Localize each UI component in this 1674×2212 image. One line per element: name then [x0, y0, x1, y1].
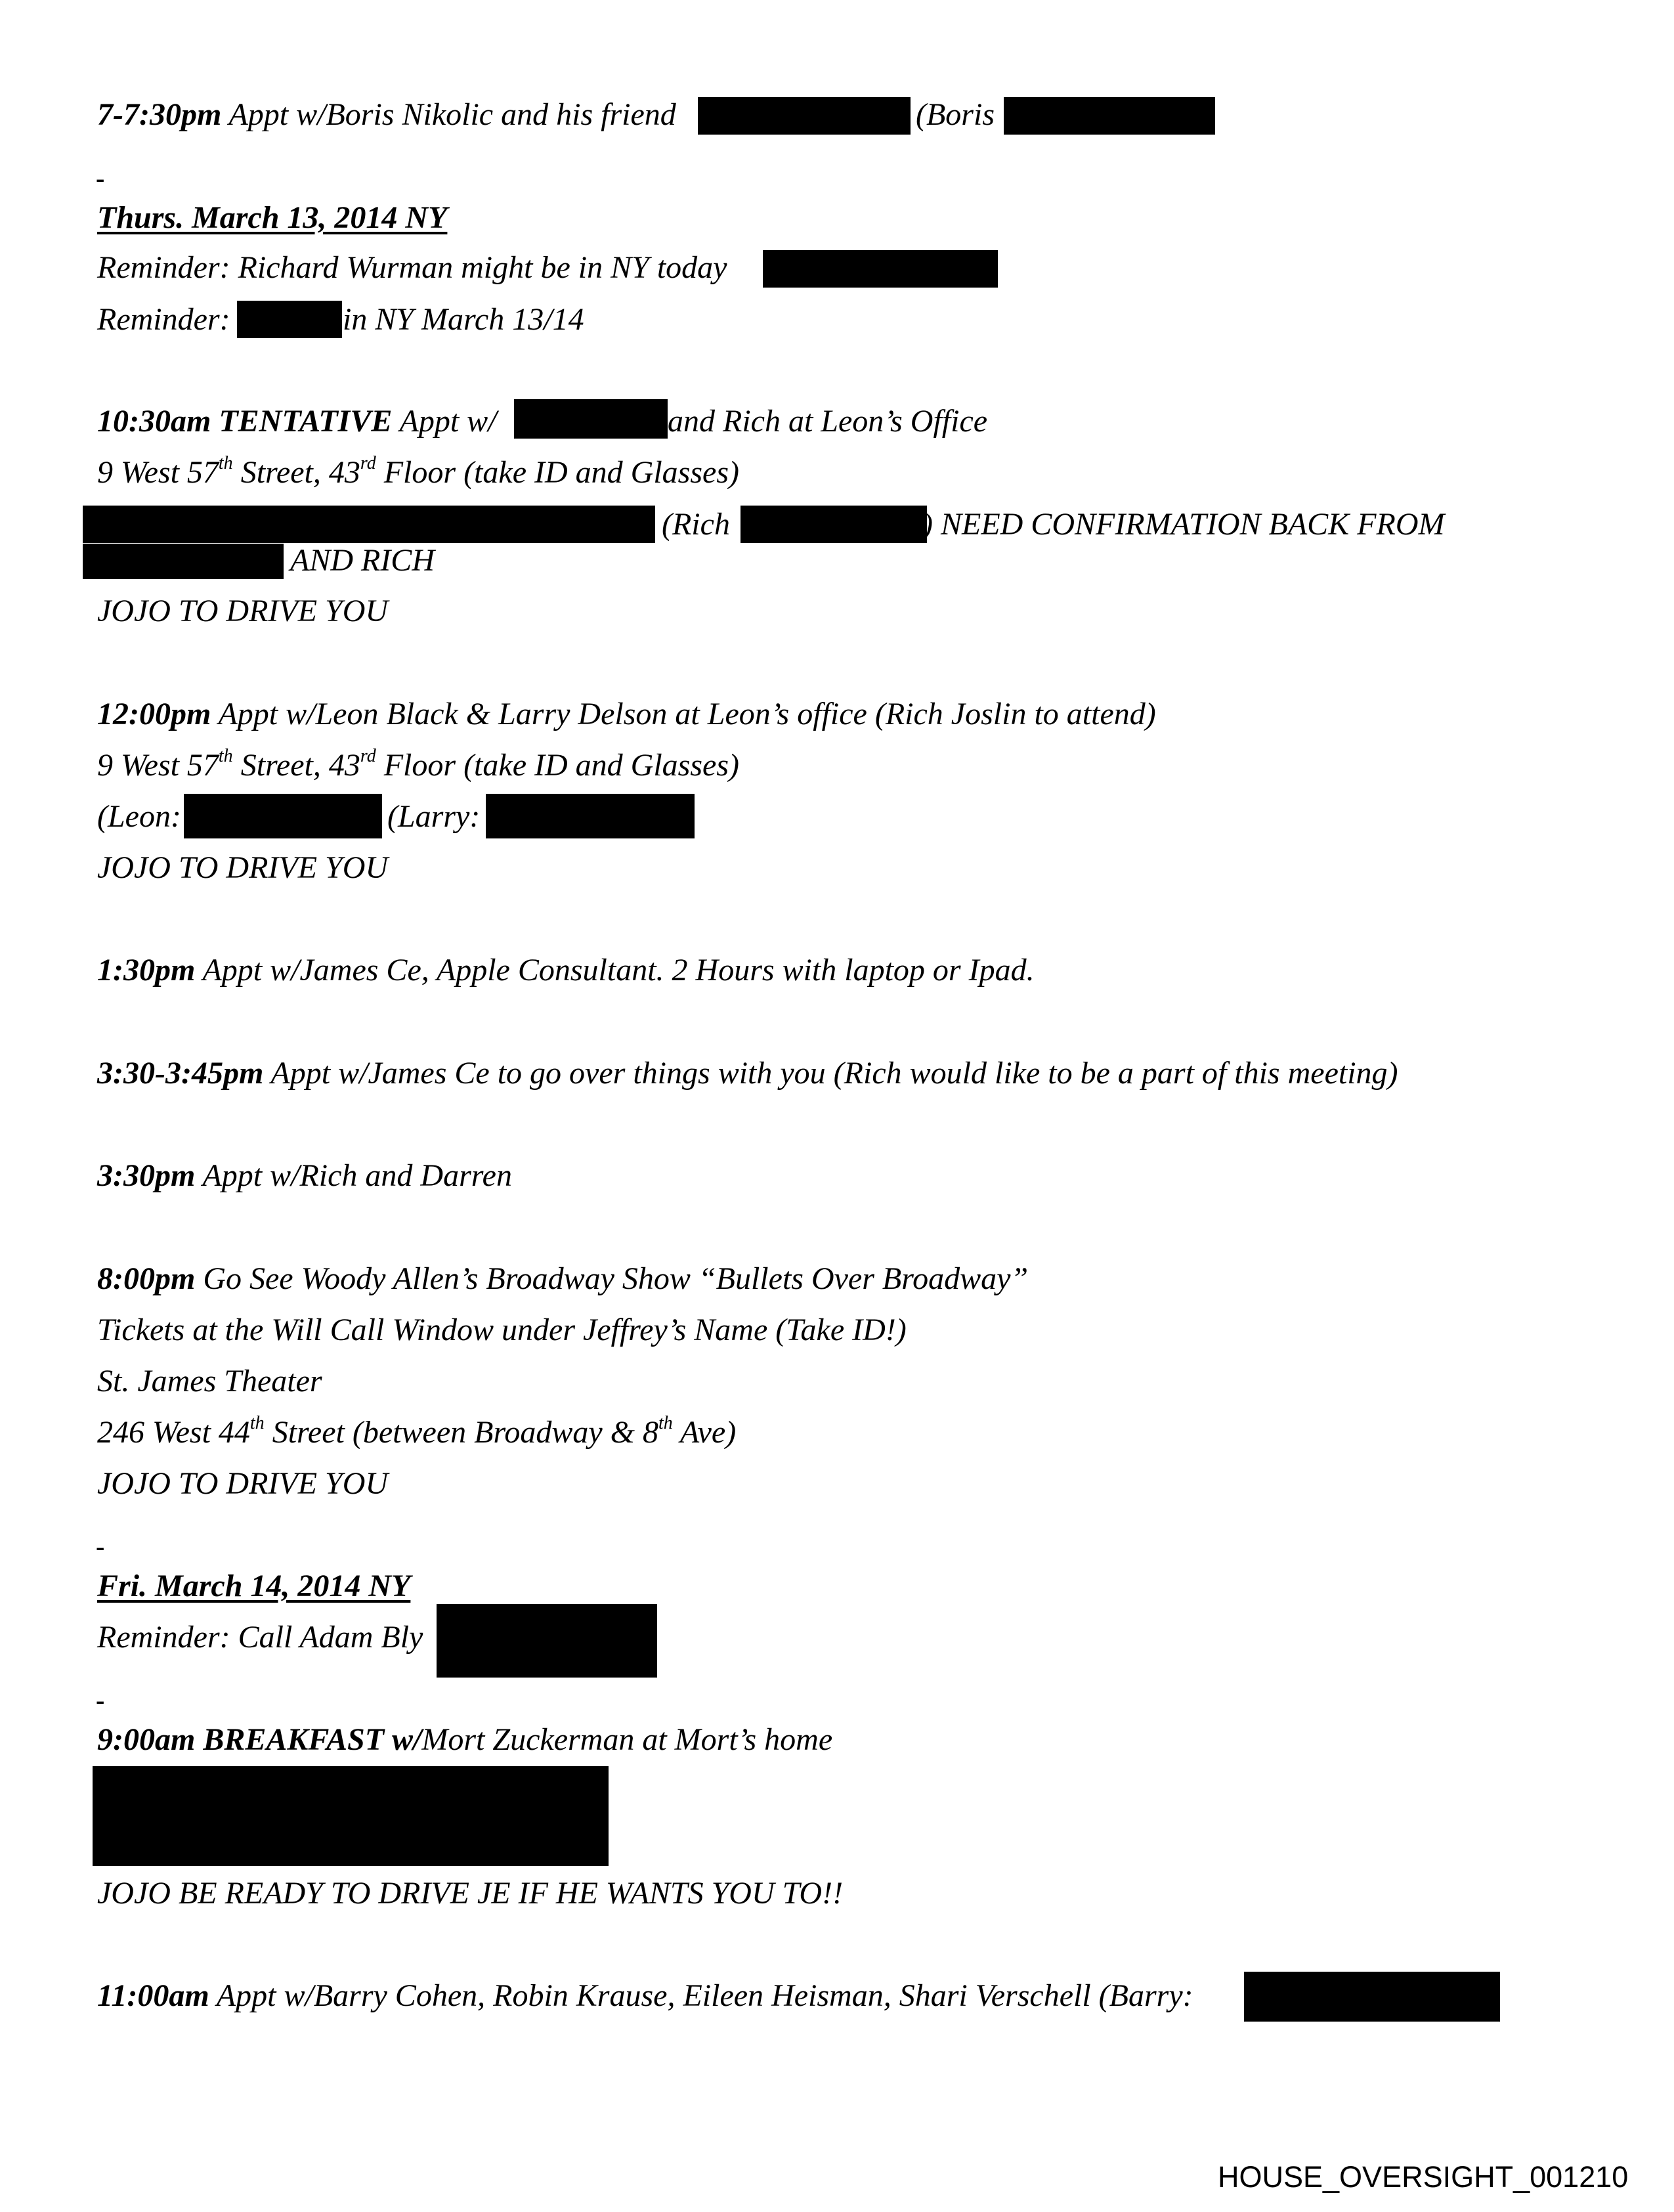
address-part: Street, 43	[232, 455, 360, 490]
address-part: Street, 43	[232, 748, 360, 783]
appointment-time: 3:30pm	[97, 1158, 196, 1193]
address-line	[97, 454, 739, 491]
reminder-line-continued: in NY March 13/14	[343, 302, 584, 337]
ordinal-suffix: th	[249, 1413, 265, 1433]
appointment-line	[97, 1158, 512, 1194]
ordinal-suffix: th	[658, 1413, 673, 1433]
ordinal-suffix: rd	[360, 746, 376, 766]
appointment-text: Appt w/James Ce, Apple Consultant. 2 Hours with laptop or Ipad.	[195, 953, 1035, 987]
address-line	[97, 1414, 736, 1451]
appointment-text: Go See Woody Allen’s Broadway Show “Bullets Over Broadway”	[195, 1261, 1029, 1296]
confirmation-note-continued: AND RICH	[290, 543, 435, 578]
appointment-line	[97, 696, 1156, 733]
confirmation-note: ) NEED CONFIRMATION BACK FROM	[922, 507, 1445, 542]
appointment-line	[97, 1055, 1398, 1092]
redaction-box	[83, 506, 655, 543]
appointment-text: Appt w/Rich and Darren	[195, 1158, 512, 1193]
appointment-time: 7-7:30pm	[97, 97, 222, 132]
address-part: Ave)	[672, 1415, 737, 1450]
reminder-line: Reminder: Richard Wurman might be in NY today	[97, 250, 727, 285]
address-part: Street (between Broadway & 8	[264, 1415, 658, 1450]
appointment-text: Appt w/	[392, 404, 497, 439]
appointment-line	[97, 1261, 1028, 1297]
address-part: 246 West 44	[97, 1415, 250, 1450]
appointment-time: 10:30am TENTATIVE	[97, 404, 393, 439]
redaction-box	[1004, 97, 1215, 135]
ordinal-suffix: rd	[360, 453, 376, 473]
appointment-text-continued: and Rich at Leon’s Office	[668, 404, 988, 439]
driver-note: JOJO BE READY TO DRIVE JE IF HE WANTS YOU TO!!	[97, 1876, 844, 1911]
appointment-line	[97, 1978, 1193, 2014]
ordinal-suffix: th	[218, 746, 233, 766]
contact-line: (Rich	[662, 507, 730, 542]
separator-dash: -	[96, 163, 105, 193]
redaction-box	[740, 506, 927, 543]
appointment-time: 8:00pm	[97, 1261, 196, 1296]
address-part: Floor (take ID and Glasses)	[376, 455, 739, 490]
contact-label: (Larry:	[387, 799, 481, 834]
appointment-text: Appt w/Barry Cohen, Robin Krause, Eileen Heisman, Shari Verschell (Barry:	[209, 1978, 1193, 2013]
appointment-time: 3:30-3:45pm	[97, 1056, 264, 1091]
redaction-box	[763, 250, 998, 288]
separator-dash: -	[96, 1532, 105, 1561]
redaction-box	[437, 1604, 657, 1678]
driver-note: JOJO TO DRIVE YOU	[97, 850, 389, 885]
address-part: Floor (take ID and Glasses)	[376, 748, 739, 783]
appointment-time: 12:00pm	[97, 697, 211, 731]
contact-label: (Leon:	[97, 799, 181, 834]
appointment-text: Appt w/Leon Black & Larry Delson at Leon’s office (Rich Joslin to attend)	[211, 697, 1156, 731]
redaction-box	[184, 794, 382, 838]
appointment-time: 9:00am BREAKFAST w/	[97, 1722, 422, 1757]
separator-dash: -	[96, 1685, 105, 1715]
redaction-box	[1244, 1972, 1500, 2022]
driver-note: JOJO TO DRIVE YOU	[97, 1466, 389, 1501]
bates-number: HOUSE_OVERSIGHT_001210	[1218, 2160, 1629, 2194]
date-heading: Fri. March 14, 2014 NY	[97, 1569, 411, 1603]
ordinal-suffix: th	[218, 453, 233, 473]
redaction-box	[93, 1766, 609, 1866]
ticket-note: Tickets at the Will Call Window under Jeffrey’s Name (Take ID!)	[97, 1312, 907, 1347]
redaction-box	[83, 544, 284, 579]
address-part: 9 West 57	[97, 748, 219, 783]
appointment-line	[97, 403, 497, 440]
reminder-line: Reminder: Call Adam Bly	[97, 1620, 423, 1655]
appointment-text-continued: (Boris	[916, 97, 995, 132]
address-part: 9 West 57	[97, 455, 219, 490]
redaction-box	[486, 794, 695, 838]
redaction-box	[237, 301, 342, 338]
venue-name: St. James Theater	[97, 1364, 322, 1399]
address-line	[97, 747, 739, 784]
appointment-text: Mort Zuckerman at Mort’s home	[421, 1722, 833, 1757]
appointment-text: Appt w/James Ce to go over things with you (Rich would like to be a part of this meeting)	[263, 1056, 1398, 1091]
redaction-box	[514, 399, 668, 439]
redaction-box	[698, 97, 911, 135]
appointment-time: 11:00am	[97, 1978, 209, 2013]
appointment-line	[97, 952, 1035, 989]
date-heading: Thurs. March 13, 2014 NY	[97, 200, 448, 235]
reminder-line: Reminder:	[97, 302, 230, 337]
appointment-line	[97, 97, 676, 133]
appointment-text: Appt w/Boris Nikolic and his friend	[221, 97, 676, 132]
driver-note: JOJO TO DRIVE YOU	[97, 594, 389, 628]
appointment-time: 1:30pm	[97, 953, 196, 987]
appointment-line	[97, 1722, 832, 1758]
